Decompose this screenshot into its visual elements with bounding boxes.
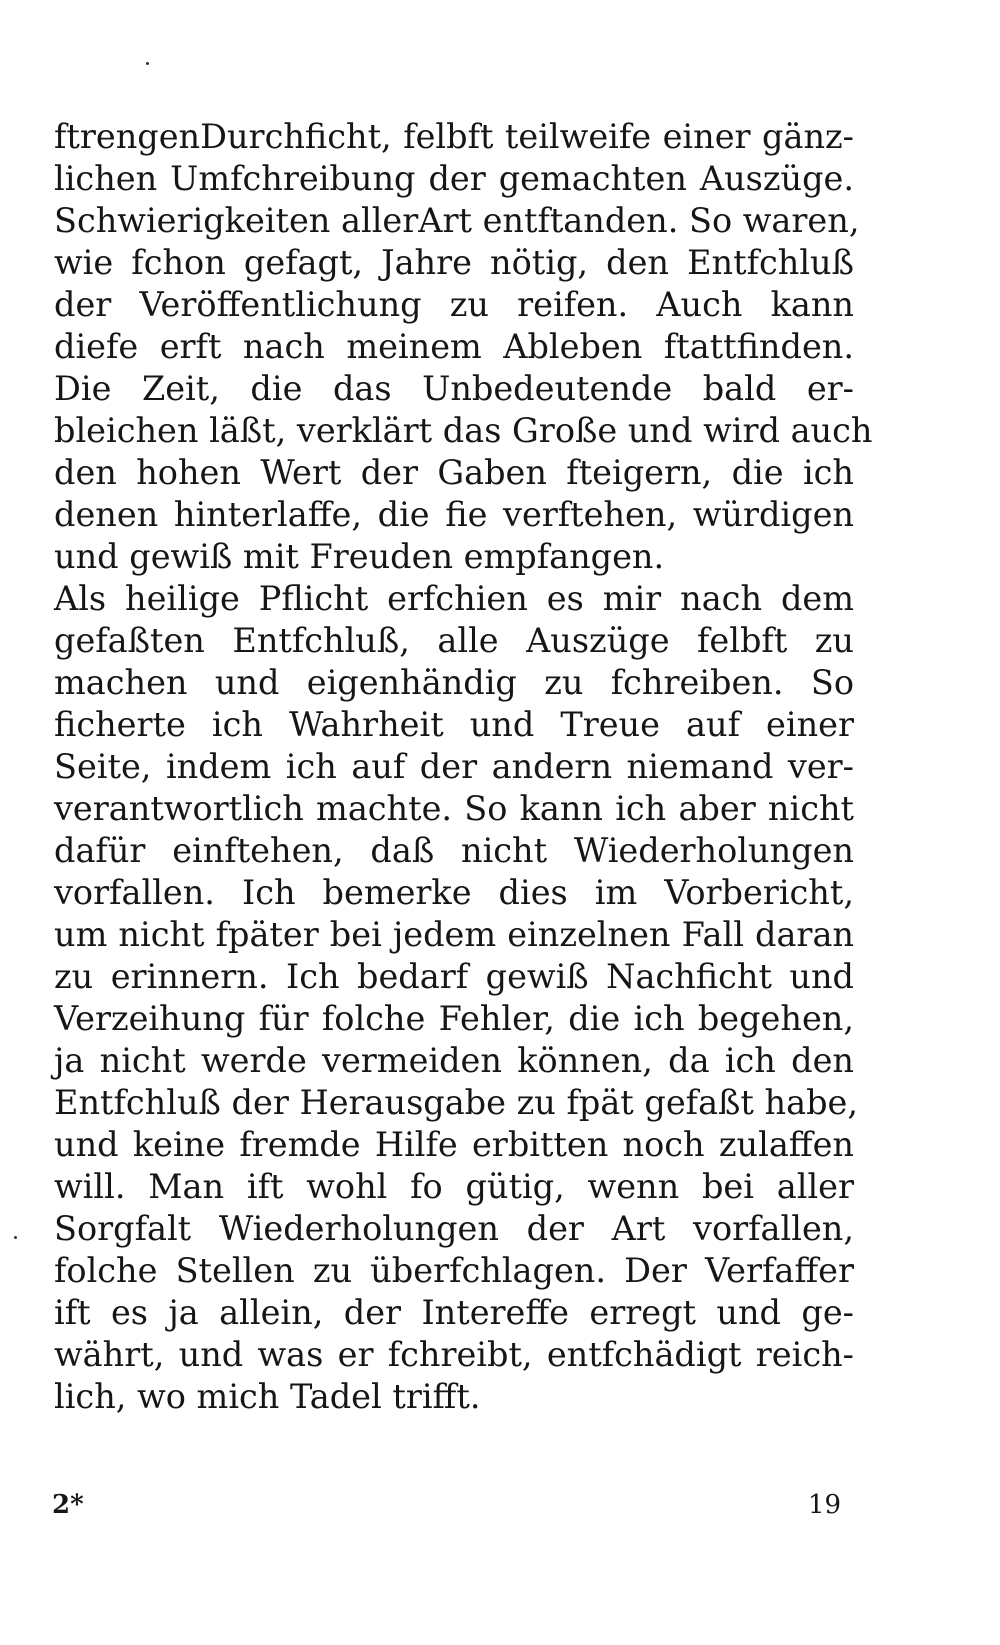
text-line: gefaßten Entfchluß, alle Auszüge felbft zu (54, 621, 854, 660)
text-line: bleichen läßt, verklärt das Große und wird auch (54, 411, 873, 450)
text-line: lich, wo mich Tadel trifft. (54, 1377, 481, 1416)
text-line: ftrengenDurchficht, felbft teilweife einer gänz- (54, 117, 854, 156)
text-line: und keine fremde Hilfe erbitten noch zulaffen (54, 1125, 854, 1164)
text-line: folche Stellen zu überfchlagen. Der Verfaffer (54, 1251, 854, 1290)
text-line: zu erinnern. Ich bedarf gewiß Nachficht und (54, 957, 854, 996)
text-line: um nicht fpäter bei jedem einzelnen Fall daran (54, 915, 854, 954)
text-line: verantwortlich machte. So kann ich aber nicht (54, 789, 854, 828)
text-line: der Veröffentlichung zu reifen. Auch kann (54, 285, 854, 324)
text-line: machen und eigenhändig zu fchreiben. So (54, 663, 854, 702)
text-line: Verzeihung für folche Fehler, die ich begehen, (54, 999, 854, 1038)
text-line: Schwierigkeiten allerArt entftanden. So waren, (54, 201, 860, 240)
text-line: Sorgfalt Wiederholungen der Art vorfallen, (54, 1209, 854, 1248)
text-line: ift es ja allein, der Intereffe erregt und ge- (54, 1293, 854, 1332)
text-line: denen hinterlaffe, die fie verftehen, würdigen (54, 495, 854, 534)
print-speck (14, 1236, 17, 1239)
text-line: lichen Umfchreibung der gemachten Auszüge. (54, 159, 854, 198)
signature-mark: 2* (52, 1490, 84, 1520)
page-number: 19 (808, 1490, 842, 1520)
text-line: Entfchluß der Herausgabe zu fpät gefaßt habe, (54, 1083, 858, 1122)
text-line: Die Zeit, die das Unbedeutende bald er- (54, 369, 854, 408)
text-line: vorfallen. Ich bemerke dies im Vorbericht, (54, 873, 854, 912)
text-line: wie fchon gefagt, Jahre nötig, den Entfchluß (54, 243, 854, 282)
text-line: währt, und was er fchreibt, entfchädigt reich- (54, 1335, 854, 1374)
text-line: diefe erft nach meinem Ableben ftattfinden. (54, 327, 854, 366)
body-text (54, 116, 873, 1418)
text-line: Als heilige Pflicht erfchien es mir nach dem (54, 579, 854, 618)
text-line: will. Man ift wohl fo gütig, wenn bei aller (54, 1167, 854, 1206)
text-line: und gewiß mit Freuden empfangen. (54, 537, 665, 576)
text-line: den hohen Wert der Gaben fteigern, die ich (54, 453, 854, 492)
text-line: ja nicht werde vermeiden können, da ich den (54, 1041, 854, 1080)
text-line: dafür einftehen, daß nicht Wiederholungen (54, 831, 854, 870)
text-line: Seite, indem ich auf der andern niemand ver- (54, 747, 854, 786)
print-speck (146, 62, 149, 65)
text-line: ficherte ich Wahrheit und Treue auf einer (54, 705, 854, 744)
